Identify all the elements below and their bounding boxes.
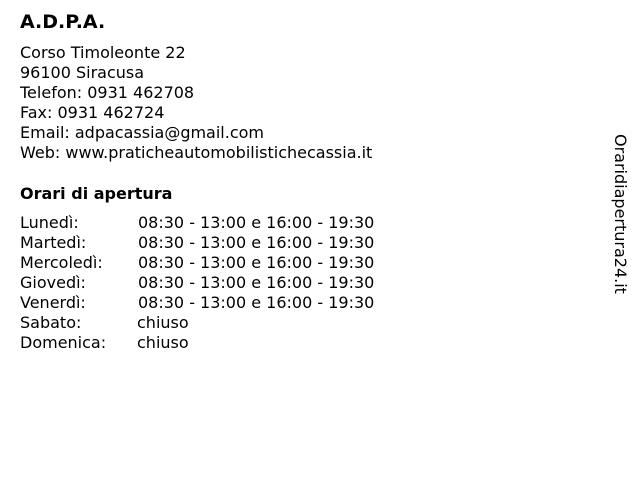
website: Web: www.pratichеautomobilistichecassia.it xyxy=(20,143,373,162)
day-hours: chiuso xyxy=(137,333,189,352)
watermark xyxy=(598,134,640,309)
day-label: Mercoledì: xyxy=(20,253,103,272)
day-label: Domenica: xyxy=(20,333,107,352)
day-label: Venerdì: xyxy=(20,293,86,312)
day-hours: 08:30 - 13:00 e 16:00 - 19:30 xyxy=(138,293,375,312)
day-hours: 08:30 - 13:00 e 16:00 - 19:30 xyxy=(138,233,375,252)
phone-number: Telefon: 0931 462708 xyxy=(20,83,195,102)
address-city: 96100 Siracusa xyxy=(20,63,145,82)
day-label: Lunedì: xyxy=(20,213,79,232)
fax-number: Fax: 0931 462724 xyxy=(20,103,165,122)
contact-info xyxy=(20,43,372,163)
watermark-text: Oraridiapertura24.it xyxy=(611,134,630,294)
email-address: Email: adpacassia@gmail.com xyxy=(20,123,265,142)
day-hours: 08:30 - 13:00 e 16:00 - 19:30 xyxy=(138,273,375,292)
address-street: Corso Timoleonte 22 xyxy=(20,43,186,62)
day-hours: 08:30 - 13:00 e 16:00 - 19:30 xyxy=(138,213,375,232)
business-name: A.D.P.A. xyxy=(20,11,106,33)
day-hours: 08:30 - 13:00 e 16:00 - 19:30 xyxy=(138,253,375,272)
day-label: Sabato: xyxy=(20,313,82,332)
day-label: Giovedì: xyxy=(20,273,86,292)
opening-hours-heading: Orari di apertura xyxy=(20,184,173,203)
day-hours: chiuso xyxy=(137,313,189,332)
day-label: Martedì: xyxy=(20,233,87,252)
